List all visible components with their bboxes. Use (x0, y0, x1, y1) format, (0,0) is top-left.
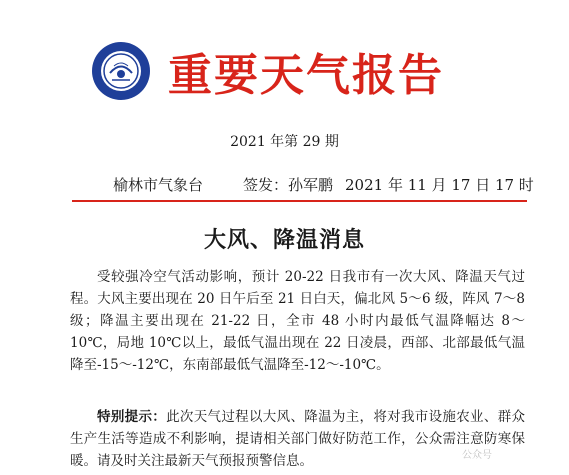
watermark: 公众号 (462, 450, 492, 461)
issue-date: 2021 年 11 月 17 日 17 时 (345, 176, 534, 194)
bulletin-paragraph-1: 受较强冷空气活动影响，预计 20-22 日我市有一次大风、降温天气过程。大风主要出现在 20 日午后至 21 日白天，偏北风 5～6 级，阵风 7～8 级；降温主要出现在 21-22 日，全市 48 小时内最低气温降幅达 8～10℃，局地 10℃以上，最低气温出现在 22 日凌晨，西部、北部最低气温降至-15～-12℃，东南部最低气温降至-12～-10℃。 (70, 269, 525, 373)
special-tip-paragraph (70, 406, 525, 472)
special-tip-text: 此次天气过程以大风、降温为主，将对我市设施农业、群众生产生活等造成不利影响，提请相关部门做好防范工作，公众需注意防寒保暖。请及时关注最新天气预报预警信息。 (70, 409, 526, 469)
issue-number: 2021 年第 29 期 (230, 134, 339, 150)
cma-logo-icon (90, 40, 152, 102)
bulletin-headline: 大风、降温消息 (203, 228, 365, 253)
header-divider (72, 200, 527, 202)
signer: 签发：孙军鹏 (243, 176, 334, 194)
special-tip-label: 特别提示： (97, 409, 167, 425)
issuing-office: 榆林市气象台 (113, 176, 204, 194)
report-title: 重要天气报告 (168, 50, 444, 101)
